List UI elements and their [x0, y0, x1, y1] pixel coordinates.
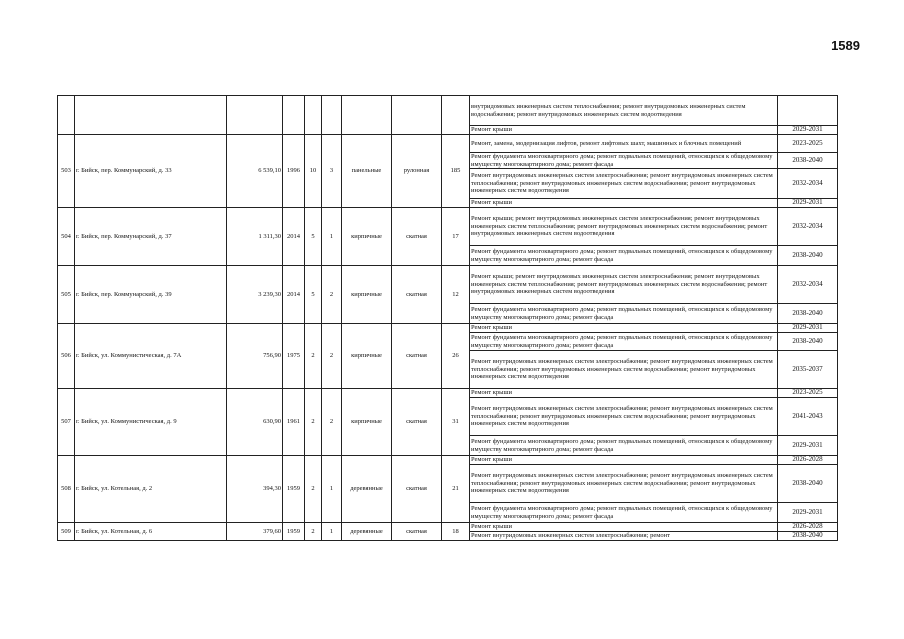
floors: 2	[305, 324, 322, 389]
entrances: 1	[322, 456, 342, 523]
empty-cell	[342, 96, 392, 135]
floors: 2	[305, 389, 322, 456]
entrances: 2	[322, 389, 342, 456]
row-number: 503	[58, 135, 75, 208]
entrances: 1	[322, 523, 342, 541]
work-description: Ремонт крыши; ремонт внутридомовых инженерных систем электроснабжения; ремонт внутридомовых инженерных систем теплоснабжения; ремонт внутридомовых инженерных систем водоснабжения; ремонт внутридомовых инженерных систем водоотведения	[470, 266, 778, 304]
roof-type: рулонная	[392, 135, 442, 208]
work-period: 2038-2040	[778, 532, 838, 541]
row-number: 506	[58, 324, 75, 389]
entrances: 2	[322, 324, 342, 389]
entrances: 1	[322, 208, 342, 266]
work-description: Ремонт фундамента многоквартирного дома; ремонт подвальных помещений, относящихся к общедомовому имуществу многоквартирного дома; ремонт фасада	[470, 304, 778, 324]
work-description: внутридомовых инженерных систем теплоснабжения; ремонт внутридомовых инженерных систем водоснабжения; ремонт внутридомовых инженерных систем водоотведения	[470, 96, 778, 126]
work-description: Ремонт крыши	[470, 389, 778, 398]
residents: 18	[442, 523, 470, 541]
floors: 10	[305, 135, 322, 208]
table-row	[58, 523, 838, 532]
roof-type: скатная	[392, 324, 442, 389]
empty-cell	[305, 96, 322, 135]
table-row	[58, 135, 838, 153]
wall-material: кирпичные	[342, 208, 392, 266]
residents: 12	[442, 266, 470, 324]
housing-register-table	[57, 95, 838, 541]
work-period: 2026-2028	[778, 523, 838, 532]
build-year: 1961	[283, 389, 305, 456]
work-description: Ремонт внутридомовых инженерных систем электроснабжения; ремонт внутридомовых инженерных систем теплоснабжения; ремонт внутридомовых инженерных систем водоснабжения; ремонт внутридомовых инженерных систем водоотведения	[470, 398, 778, 436]
work-description: Ремонт крыши; ремонт внутридомовых инженерных систем электроснабжения; ремонт внутридомовых инженерных систем теплоснабжения; ремонт внутридомовых инженерных систем водоснабжения; ремонт внутридомовых инженерных систем водоотведения	[470, 208, 778, 246]
address: г. Бийск, пер. Коммунарский, д. 33	[75, 135, 227, 208]
empty-cell	[58, 96, 75, 135]
total-area: 1 311,30	[227, 208, 283, 266]
empty-cell	[227, 96, 283, 135]
address: г. Бийск, ул. Коммунистическая, д. 9	[75, 389, 227, 456]
work-description: Ремонт крыши	[470, 456, 778, 465]
roof-type: скатная	[392, 266, 442, 324]
work-period: 2023-2025	[778, 135, 838, 153]
address: г. Бийск, пер. Коммунарский, д. 37	[75, 208, 227, 266]
work-description: Ремонт фундамента многоквартирного дома; ремонт подвальных помещений, относящихся к общедомовому имуществу многоквартирного дома; ремонт фасада	[470, 503, 778, 523]
roof-type: скатная	[392, 389, 442, 456]
build-year: 2014	[283, 266, 305, 324]
work-description: Ремонт внутридомовых инженерных систем электроснабжения; ремонт внутридомовых инженерных систем теплоснабжения; ремонт внутридомовых инженерных систем водоснабжения; ремонт внутридомовых инженерных систем водоотведения	[470, 465, 778, 503]
build-year: 1975	[283, 324, 305, 389]
work-description: Ремонт фундамента многоквартирного дома; ремонт подвальных помещений, относящихся к общедомовому имуществу многоквартирного дома; ремонт фасада	[470, 436, 778, 456]
empty-cell	[322, 96, 342, 135]
build-year: 1996	[283, 135, 305, 208]
address: г. Бийск, ул. Котельная, д. 6	[75, 523, 227, 541]
work-period	[778, 96, 838, 126]
wall-material: деревянные	[342, 456, 392, 523]
row-number: 504	[58, 208, 75, 266]
work-description: Ремонт крыши	[470, 199, 778, 208]
work-period: 2029-2031	[778, 126, 838, 135]
floors: 5	[305, 266, 322, 324]
entrances: 3	[322, 135, 342, 208]
row-number: 505	[58, 266, 75, 324]
total-area: 6 539,10	[227, 135, 283, 208]
total-area: 394,30	[227, 456, 283, 523]
wall-material: панельные	[342, 135, 392, 208]
work-period: 2041-2043	[778, 398, 838, 436]
work-period: 2038-2040	[778, 246, 838, 266]
work-period: 2032-2034	[778, 266, 838, 304]
residents: 21	[442, 456, 470, 523]
work-description: Ремонт фундамента многоквартирного дома; ремонт подвальных помещений, относящихся к общедомовому имуществу многоквартирного дома; ремонт фасада	[470, 153, 778, 169]
roof-type: скатная	[392, 523, 442, 541]
work-description: Ремонт крыши	[470, 324, 778, 333]
wall-material: деревянные	[342, 523, 392, 541]
work-description: Ремонт крыши	[470, 523, 778, 532]
table-row	[58, 456, 838, 465]
floors: 2	[305, 523, 322, 541]
table-row	[58, 324, 838, 333]
work-description: Ремонт внутридомовых инженерных систем электроснабжения; ремонт внутридомовых инженерных систем теплоснабжения; ремонт внутридомовых инженерных систем водоснабжения; ремонт внутридомовых инженерных систем водоотведения	[470, 351, 778, 389]
row-number: 507	[58, 389, 75, 456]
address: г. Бийск, пер. Коммунарский, д. 39	[75, 266, 227, 324]
work-description: Ремонт, замена, модернизация лифтов, ремонт лифтовых шахт, машинных и блочных помещений	[470, 135, 778, 153]
empty-cell	[75, 96, 227, 135]
residents: 185	[442, 135, 470, 208]
residents: 31	[442, 389, 470, 456]
entrances: 2	[322, 266, 342, 324]
total-area: 756,90	[227, 324, 283, 389]
continued-row	[58, 96, 838, 126]
work-period: 2026-2028	[778, 456, 838, 465]
work-period: 2035-2037	[778, 351, 838, 389]
build-year: 1959	[283, 456, 305, 523]
build-year: 2014	[283, 208, 305, 266]
roof-type: скатная	[392, 208, 442, 266]
work-description: Ремонт внутридомовых инженерных систем электроснабжения; ремонт внутридомовых инженерных систем теплоснабжения; ремонт внутридомовых инженерных систем водоснабжения; ремонт внутридомовых инженерных систем водоотведения	[470, 169, 778, 199]
build-year: 1959	[283, 523, 305, 541]
work-period: 2032-2034	[778, 208, 838, 246]
work-period: 2038-2040	[778, 304, 838, 324]
work-period: 2029-2031	[778, 503, 838, 523]
residents: 17	[442, 208, 470, 266]
empty-cell	[442, 96, 470, 135]
work-period: 2029-2031	[778, 199, 838, 208]
work-description: Ремонт фундамента многоквартирного дома; ремонт подвальных помещений, относящихся к общедомовому имуществу многоквартирного дома; ремонт фасада	[470, 246, 778, 266]
empty-cell	[392, 96, 442, 135]
work-period: 2023-2025	[778, 389, 838, 398]
row-number: 509	[58, 523, 75, 541]
roof-type: скатная	[392, 456, 442, 523]
work-period: 2038-2040	[778, 333, 838, 351]
work-period: 2038-2040	[778, 153, 838, 169]
table-row	[58, 208, 838, 246]
wall-material: кирпичные	[342, 324, 392, 389]
address: г. Бийск, ул. Коммунистическая, д. 7А	[75, 324, 227, 389]
work-description: Ремонт крыши	[470, 126, 778, 135]
total-area: 379,60	[227, 523, 283, 541]
table-row	[58, 266, 838, 304]
row-number: 508	[58, 456, 75, 523]
work-period: 2038-2040	[778, 465, 838, 503]
floors: 2	[305, 456, 322, 523]
table-body	[58, 96, 838, 541]
residents: 26	[442, 324, 470, 389]
address: г. Бийск, ул. Котельная, д. 2	[75, 456, 227, 523]
work-period: 2029-2031	[778, 324, 838, 333]
work-period: 2029-2031	[778, 436, 838, 456]
table-row	[58, 389, 838, 398]
empty-cell	[283, 96, 305, 135]
floors: 5	[305, 208, 322, 266]
work-description: Ремонт фундамента многоквартирного дома; ремонт подвальных помещений, относящихся к общедомовому имуществу многоквартирного дома; ремонт фасада	[470, 333, 778, 351]
work-description: Ремонт внутридомовых инженерных систем электроснабжения; ремонт	[470, 532, 778, 541]
total-area: 3 239,30	[227, 266, 283, 324]
wall-material: кирпичные	[342, 266, 392, 324]
page-number: 1589	[831, 38, 860, 53]
total-area: 630,90	[227, 389, 283, 456]
wall-material: кирпичные	[342, 389, 392, 456]
work-period: 2032-2034	[778, 169, 838, 199]
